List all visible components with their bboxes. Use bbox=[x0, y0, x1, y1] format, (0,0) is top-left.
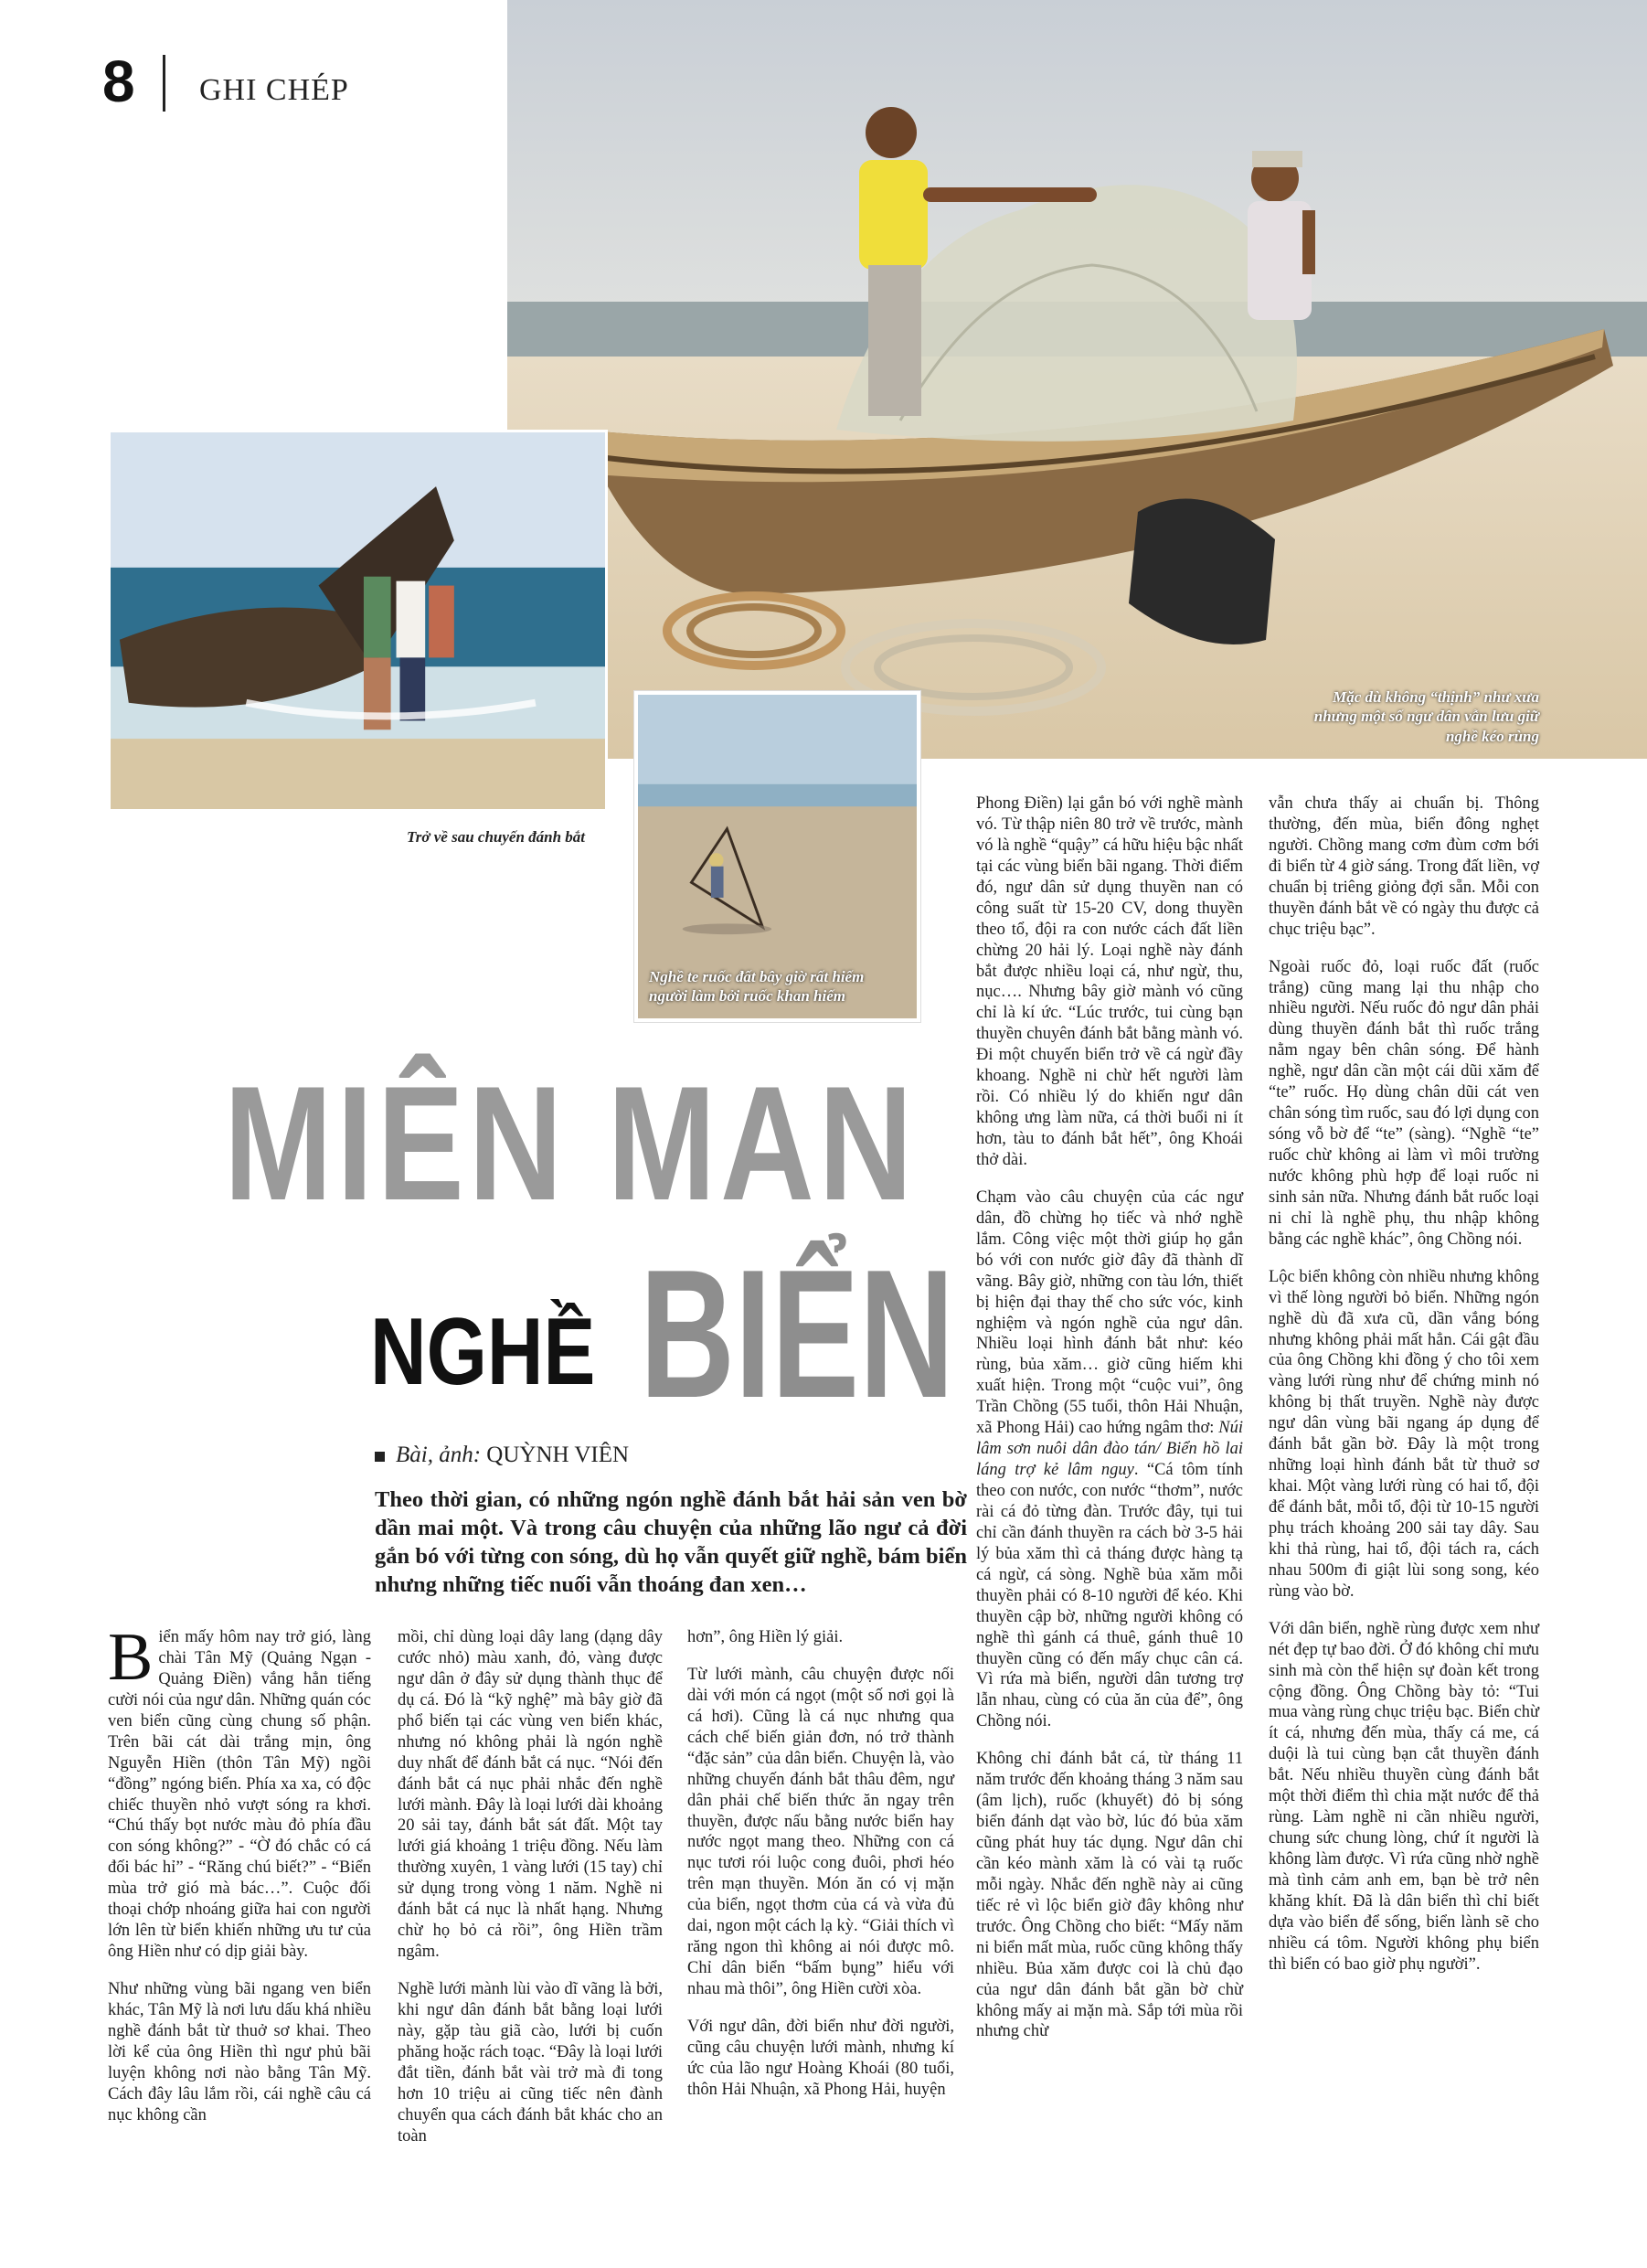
body-paragraph: Phong Điền) lại gắn bó với nghề mành vó. Từ thập niên 80 trở về trước, mành vó là nghề “quậy” cá hữu hiệu bậc nhất tại các vùng biển bãi ngang. Thời điểm đó, ngư dân sử dụng thuyền nan có công suất từ 15-20 CV, dong thuyền theo tổ, đội ra con nước cách đất liền chừng 20 hải lý. Loại nghề này đánh bắt được nhiều loại cá, như ngừ, thu, nục…. Nhưng bây giờ mành vó cũng chỉ là kí ức. “Lúc trước, tui cùng bạn thuyền chuyên đánh bắt bằng mành vó. Đi một chuyến biển trở về cá ngừ đầy khoang. Nghề ni chừ hết người làm rồi. Có nhiều lý do khiến ngư dân không ưng làm nữa, cá thời buổi ni ít hơn, tàu to đánh bắt hết”, ông Khoái thở dài. bbox=[976, 794, 1243, 1169]
body-paragraph bbox=[108, 1620, 371, 1963]
photo-fishermen-boat bbox=[507, 0, 1647, 759]
body-paragraph: Từ lưới mành, câu chuyện được nối dài với món cá ngọt (một số nơi gọi là cá hơi). Cũng là cá nục nhưng qua cách chế biến giản đơn, nó trở thành “đặc sản” của dân biển. Chuyện là, vào những chuyến đánh bắt thâu đêm, ngư dân phải chế biến thức ăn ngay trên thuyền, được nấu bằng nước biển hay nước ngọt mang theo. Những con cá nục tươi rói luộc cong đuôi, phơi héo trên mạn thuyền. Món ăn có vị mặn của biển, ngọt thơm của cá và vừa đủ dai, ngon một cách lạ kỳ. “Giải thích vì răng ngon thì không ai nói được mô. Chỉ dân biển “bấm bụng” hiểu với nhau mà thôi”, ông Hiền cười xòa. bbox=[687, 1665, 954, 1998]
body-paragraph: mồi, chỉ dùng loại dây lang (dạng dây cước nhỏ) màu xanh, đỏ, vàng được ngư dân ở đây sử dụng thành thục để dụ cá. Đó là “kỹ nghệ” mà bây giờ đã phổ biến tại các vùng ven biển khác, nhưng nó không phải là ngón nghề duy nhất để đánh bắt cá nục. “Nói đến đánh bắt cá nục phải nhắc đến nghề lưới mành. Đây là loại lưới dài khoảng 20 sải tay, đánh bắt sát đất. Một tay lưới giá khoảng 1 triệu đồng. Nếu làm thường xuyên, 1 vàng lưới (15 tay) chỉ sử dụng trong vòng 1 năm. Nghề ni đánh bắt cá nục là nhất hạng. Nhưng chừ họ bỏ cả rồi”, ông Hiền trầm ngâm. bbox=[398, 1628, 663, 1962]
paragraph-text: iển mấy hôm nay trở gió, làng chài Tân Mỹ (Quảng Ngạn - Quảng Điền) vắng hẳn tiếng cười nói của ngư dân. Những quán cóc ven biển cũng cùng chung số phận. Trên bãi cát dài trắng mịn, ông Nguyễn Hiền (thôn Tân Mỹ) ngồi “đồng” ngóng biển. Phía xa xa, có độc chiếc thuyền nhỏ vượt sóng ra khơi. “Chú thấy bọt nước màu đỏ phía đầu con sóng không?” - “Ờ đó chắc có cá đối bác hỉ” - “Răng chú biết?” - “Biển mùa trở gió mà bác…”. Cuộc đối thoại chớp nhoáng giữa hai con người lớn lên từ biển khiến những ưu tư của ông Hiền như có dịp giải bày. bbox=[108, 1628, 371, 1962]
body-paragraph: Ngoài ruốc đỏ, loại ruốc đất (ruốc trắng) cũng mang lại thu nhập cho nhiều người. Nếu ruốc đỏ ngư dân phải dùng thuyền đánh bắt thì ruốc trắng nằm ngay bên chân sóng. Để hành nghề, ngư dân cần một cái dũi xăm để “te” ruốc. Họ dùng chân dũi cát ven chân sóng tìm ruốc, sau đó lợi dụng con sóng vỗ bờ để “te” (sàng). “Nghề “te” ruốc chừ không ai làm vì môi trường nước không phù hợp để loại ruốc ni sinh sản nữa. Nhưng đánh bắt ruốc loại ni chỉ là nghề phụ, thu nhập không bằng các nghề khác”, ông Chồng nói. bbox=[1269, 957, 1539, 1249]
header-divider bbox=[163, 55, 165, 112]
te-photo-caption: Nghề te ruốc đất bây giờ rất hiếm người làm bởi ruốc khan hiếm bbox=[649, 968, 865, 1006]
body-paragraph bbox=[976, 1187, 1243, 1732]
headline-word-bien: BIỂN bbox=[640, 1232, 955, 1436]
body-paragraph: Với ngư dân, đời biển như đời người, cũng câu chuyện lưới mành, nhưng kí ức của lão ngư Hoàng Khoái (80 tuổi, thôn Hải Nhuận, xã Phong Hải, huyện bbox=[687, 2017, 954, 2099]
headline-word-nghe: NGHỀ bbox=[370, 1299, 596, 1405]
section-title: GHI CHÉP bbox=[199, 73, 349, 107]
headline-line-1: MIÊN MAN bbox=[224, 1052, 918, 1234]
body-column-1 bbox=[108, 1620, 371, 2126]
body-column-2 bbox=[398, 1627, 663, 2147]
byline bbox=[375, 1443, 629, 1468]
body-paragraph: hơn”, ông Hiền lý giải. bbox=[687, 1628, 844, 1646]
body-column-3 bbox=[687, 1627, 954, 2101]
byline-prefix: Bài, ảnh: bbox=[396, 1443, 482, 1467]
paragraph-text: . “Cá tôm tính theo con nước, con nước “thơm”, nước rài cá đỏ từng đàn. Trước đây, tụi tui chỉ cần đánh thuyền ra cách bờ 3-5 hải lý bủa xăm thì cả tháng được hàng tạ cá ngừ, cá sòng. Nghề bủa xăm mỗi thuyền phải có 8-10 người để kéo. Khi thuyền cập bờ, những người không có nghề thì gánh cá thuê, gánh thuê 10 thuyền cũng có đến mấy chục cân cá. Vì rứa mà biển, người dân tương trợ lẫn nhau, cùng có của ăn của để”, ông Chồng nói. bbox=[976, 1461, 1243, 1731]
body-paragraph: Như những vùng bãi ngang ven biển khác, Tân Mỹ là nơi lưu dấu khá nhiều nghề đánh bắt từ thuở sơ khai. Theo lời kể của ông Hiền thì ngư phủ bãi luyện không nơi nào bằng Tân Mỹ. Cách đây lâu lắm rồi, cái nghề câu cá nục không cần bbox=[108, 1980, 371, 2124]
page-number: 8 bbox=[102, 48, 135, 114]
paragraph-text: Chạm vào câu chuyện của các ngư dân, đồ chừng họ tiếc và nhớ nghề lắm. Công việc một thời giúp họ gắn bó với con nước giờ đây đã thành dĩ vãng. Bây giờ, những con tàu lớn, thiết bị hiện đại thay thế cho sức vóc, kinh nghiệm và ngón nghề của ngư dân. Nhiều loại hình đánh bắt như: kéo rùng, bủa xăm… giờ cũng hiếm khi xuất hiện. Trong một “cuộc vui”, ông Trần Chồng (55 tuổi, thôn Hải Nhuận, xã Phong Hải) cao hứng ngâm thơ: bbox=[976, 1187, 1243, 1438]
body-paragraph: Nghề lưới mành lùi vào dĩ vãng là bởi, khi ngư dân đánh bắt bằng loại lưới này, gặp tàu giã cào, lưới bị cuốn phăng hoặc rách toạc. “Đây là loại lưới đắt tiền, đánh bắt vài trở mà đi tong hơn 10 triệu ai cũng tiếc nên đành chuyển qua cách đánh bắt khác cho an toàn bbox=[398, 1980, 663, 2146]
drop-cap: B bbox=[108, 1620, 154, 1695]
body-column-5 bbox=[1269, 793, 1539, 1975]
photo-return-trip bbox=[108, 430, 608, 812]
body-paragraph: vẫn chưa thấy ai chuẩn bị. Thông thường, đến mùa, biển đông nghẹt người. Chồng mang cơm đùm cơm bới đi biển từ 4 giờ sáng. Trong đất liền, vợ chuẩn bị triêng giỏng đợi sẵn. Mỗi con thuyền đánh bắt về có ngày thu được cả chục triệu bạc”. bbox=[1269, 794, 1539, 939]
byline-bullet bbox=[375, 1452, 385, 1462]
body-paragraph: Với dân biển, nghề rùng được xem như nét đẹp tự bao đời. Ở đó không chỉ mưu sinh mà còn thể hiện sự đoàn kết trong cộng đồng. Ông Chồng bày tỏ: “Tui mua vàng rùng chục triệu bạc. Biển chừ ít cá, nhưng đến mùa, thấy cá me, cá duội là tui cùng bạn cắt thuyền đánh bắt. Nếu nhiều thuyền cùng đánh bắt một thời điểm thì chia mặt nước để thả rùng. Làm nghề ni cần nhiều người, chung sức chung lòng, chứ ít người là không làm được. Vì rứa cũng nhờ nghề mà tình cảm anh em, bạn bè trở nên khăng khít. Đã là dân biển thì chỉ biết dựa vào biển để sống, biển lành sẽ cho nhiều cá tôm. Người không phụ biển thì biển có bao giờ phụ người”. bbox=[1269, 1619, 1539, 1974]
return-photo-caption: Trở về sau chuyến đánh bắt bbox=[407, 828, 586, 846]
byline-author: QUỲNH VIÊN bbox=[486, 1443, 630, 1467]
body-column-4 bbox=[976, 793, 1243, 2042]
poem-quote: Núi lâm sơn nuôi dân đào tán/ Biển hồ lai láng trợ kẻ lâm nguy bbox=[976, 1419, 1243, 1480]
main-photo-caption: Mặc dù không “thịnh” như xưa nhưng một số ngư dân vẫn lưu giữ nghề kéo rùng bbox=[1313, 688, 1539, 745]
body-paragraph: Lộc biển không còn nhiều nhưng không vì thế lòng người bỏ biển. Những ngón nghề dù đã xưa cũ, dần vắng bóng nhưng không phải mất hẳn. Cái gật đầu của ông Chồng khi đồng ý cho tôi xem vàng lưới rùng như để chứng minh nó không bị thất truyền. Nghề này được ngư dân vùng bãi ngang áp dụng để đánh bắt gần bờ. Đây là một trong những loại hình đánh bắt từ thuở sơ khai. Một vàng lưới rùng có hai tổ, đội để đánh bắt, mỗi tổ, đội từ 10-15 người phụ trách khoảng 200 sải tay dây. Sau khi thả rùng, hai tổ, đội tách ra, cách nhau 500m đi giật lùi song song, kéo rùng vào bờ. bbox=[1269, 1267, 1539, 1601]
lead-paragraph: Theo thời gian, có những ngón nghề đánh bắt hải sản ven bờ dần mai một. Và trong câu chuyện của những lão ngư cả đời gắn bó với từng con sóng, dù họ vẫn quyết giữ nghề, bám biển nhưng những tiếc nuối vẫn thoáng đan xen… bbox=[375, 1487, 967, 1598]
body-paragraph: Không chỉ đánh bắt cá, từ tháng 11 năm trước đến khoảng tháng 3 năm sau (âm lịch), ruốc (khuyết) đỏ bị sóng biển đánh dạt vào bờ, lúc đó bủa xăm cũng phát huy tác dụng. Ngư dân chỉ cần kéo mành xăm là có vài tạ ruốc mỗi ngày. Nhắc đến nghề này ai cũng tiếc rẻ vì lộc biển giờ đây không như trước. Ông Chồng cho biết: “Mấy năm ni biển mất mùa, ruốc cũng không thấy nhiều. Bủa xăm được coi là chủ đạo của ngư dân đánh bắt gần bờ chừ không mấy ai mặn mà. Sắp tới mùa rồi nhưng chừ bbox=[976, 1750, 1243, 2041]
